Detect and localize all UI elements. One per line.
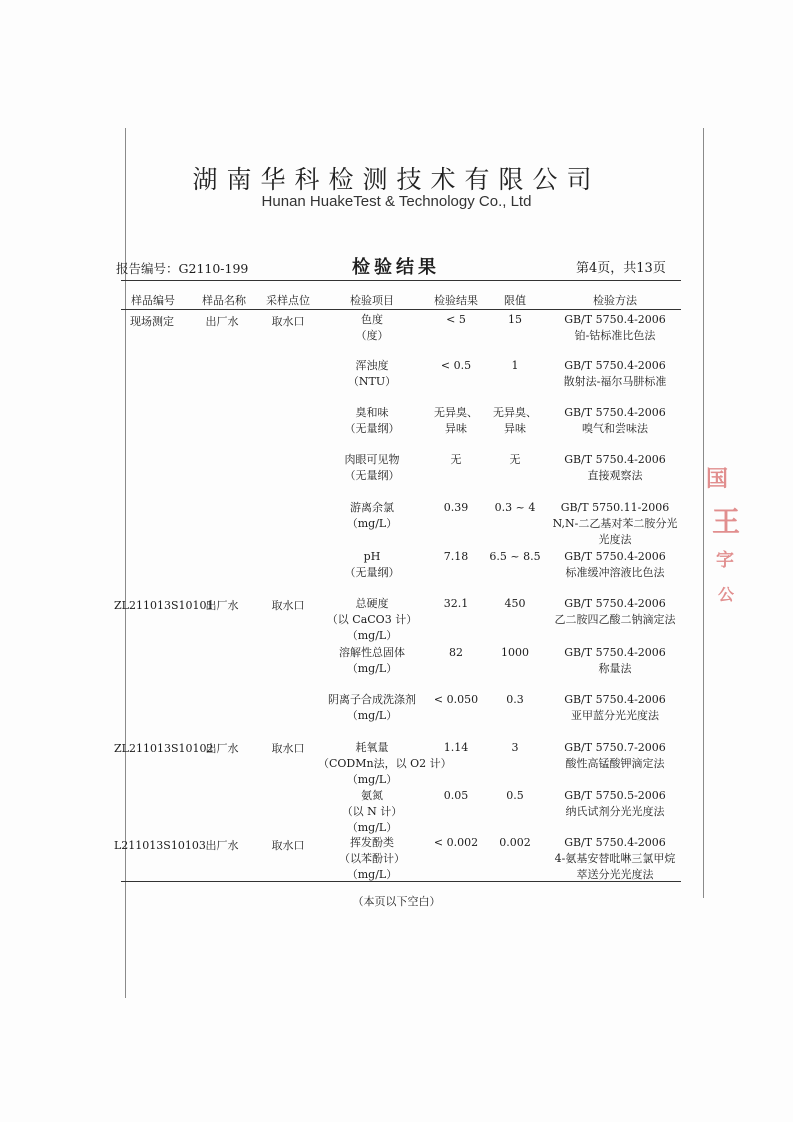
group-name: 出厂水	[205, 599, 239, 612]
test-method: GB/T 5750.4-2006 铂-钴标准比色法	[564, 313, 666, 342]
test-method: GB/T 5750.4-2006 称量法	[564, 646, 666, 675]
blank-below-note: （本页以下空白）	[352, 895, 441, 908]
seal-fragment: 王	[712, 505, 741, 538]
test-limit: 0.5	[506, 789, 524, 802]
test-method: GB/T 5750.5-2006 纳氏试剂分光光度法	[564, 789, 666, 818]
test-item: 耗氧量 （CODMn法，以 O2 计） （mg/L）	[318, 741, 452, 786]
test-item: 肉眼可见物 （无量纲）	[344, 453, 400, 482]
test-item: 挥发酚类 （以苯酚计） （mg/L）	[339, 836, 405, 881]
test-limit: 无	[509, 453, 521, 466]
test-method: GB/T 5750.4-2006 标准缓冲溶液比色法	[564, 550, 666, 579]
header-limit: 限值	[504, 294, 526, 307]
test-limit: 无异臭、 异味	[493, 406, 537, 435]
group-name: 出厂水	[205, 839, 239, 852]
test-result: 32.1	[443, 597, 469, 610]
test-result: 0.05	[443, 789, 469, 802]
test-limit: 450	[504, 597, 526, 610]
section-title: 检验结果	[352, 257, 440, 278]
table-top-rule	[121, 280, 681, 281]
group-id: ZL211013S10101	[114, 599, 214, 612]
test-method: GB/T 5750.4-2006 嗅气和尝味法	[564, 406, 666, 435]
header-test-item: 检验项目	[350, 294, 394, 307]
test-result: 1.14	[443, 741, 469, 754]
test-limit: 6.5 ~ 8.5	[489, 550, 541, 563]
header-sample-name: 样品名称	[202, 294, 246, 307]
test-result: 0.39	[443, 501, 469, 514]
test-limit: 1000	[501, 646, 529, 659]
scan-edge-right	[703, 128, 704, 898]
test-result: < 0.5	[440, 359, 472, 372]
seal-fragment: 字	[716, 550, 734, 571]
test-method: GB/T 5750.11-2006 N,N-二乙基对苯二胺分光 光度法	[552, 501, 678, 546]
test-item: 浑浊度 （NTU）	[347, 359, 397, 388]
test-item: 总硬度 （以 CaCO3 计） （mg/L）	[326, 597, 418, 642]
test-item: 色度 （度）	[355, 313, 389, 342]
company-name-cn: 湖南华科检测技术有限公司	[192, 165, 601, 194]
report-number: 报告编号：G2110-199	[116, 261, 249, 276]
group-id: L211013S10103	[114, 839, 206, 852]
test-result: 无异臭、 异味	[434, 406, 478, 435]
test-item: 臭和味 （无量纲）	[344, 406, 400, 435]
test-result: < 0.050	[433, 693, 479, 706]
test-limit: 0.3 ~ 4	[494, 501, 536, 514]
test-result: < 0.002	[433, 836, 479, 849]
page-info: 第4页，共13页	[576, 261, 666, 276]
test-item: 阴离子合成洗涤剂 （mg/L）	[328, 693, 416, 722]
group-name: 出厂水	[205, 315, 239, 328]
test-result: 82	[449, 646, 463, 659]
test-method: GB/T 5750.4-2006 直接观察法	[564, 453, 666, 482]
test-limit: 3	[511, 741, 519, 754]
test-result: 无	[450, 453, 462, 466]
seal-fragment: 公	[718, 585, 735, 604]
test-method: GB/T 5750.4-2006 乙二胺四乙酸二钠滴定法	[554, 597, 676, 626]
test-limit: 1	[511, 359, 519, 372]
group-id: 现场测定	[130, 315, 174, 328]
test-method: GB/T 5750.4-2006 亚甲蓝分光光度法	[564, 693, 666, 722]
group-point: 取水口	[271, 315, 305, 328]
header-sample-id: 样品编号	[131, 294, 175, 307]
header-test-result: 检验结果	[434, 294, 478, 307]
seal-fragment: 国	[706, 467, 729, 492]
test-limit: 0.002	[499, 836, 531, 849]
test-item: 氨氮 （以 N 计） （mg/L）	[341, 789, 403, 834]
test-result: 7.18	[443, 550, 469, 563]
group-name: 出厂水	[205, 742, 239, 755]
test-result: < 5	[446, 313, 466, 326]
test-item: 游离余氯 （mg/L）	[346, 501, 398, 530]
table-header-rule	[121, 309, 681, 310]
group-point: 取水口	[271, 599, 305, 612]
test-limit: 0.3	[506, 693, 524, 706]
header-test-method: 检验方法	[593, 294, 637, 307]
group-id: ZL211013S10102	[114, 742, 214, 755]
company-name-en: Hunan HuakeTest & Technology Co., Ltd	[261, 193, 532, 210]
test-item: 溶解性总固体 （mg/L）	[339, 646, 405, 675]
test-method: GB/T 5750.4-2006 4-氨基安替吡啉三氯甲烷 萃送分光光度法	[554, 836, 676, 881]
test-method: GB/T 5750.7-2006 酸性高锰酸钾滴定法	[564, 741, 666, 770]
group-point: 取水口	[271, 742, 305, 755]
test-limit: 15	[508, 313, 522, 326]
group-point: 取水口	[271, 839, 305, 852]
test-item: pH （无量纲）	[344, 550, 400, 579]
test-method: GB/T 5750.4-2006 散射法-福尔马肼标准	[563, 359, 667, 388]
header-sampling-point: 采样点位	[266, 294, 310, 307]
